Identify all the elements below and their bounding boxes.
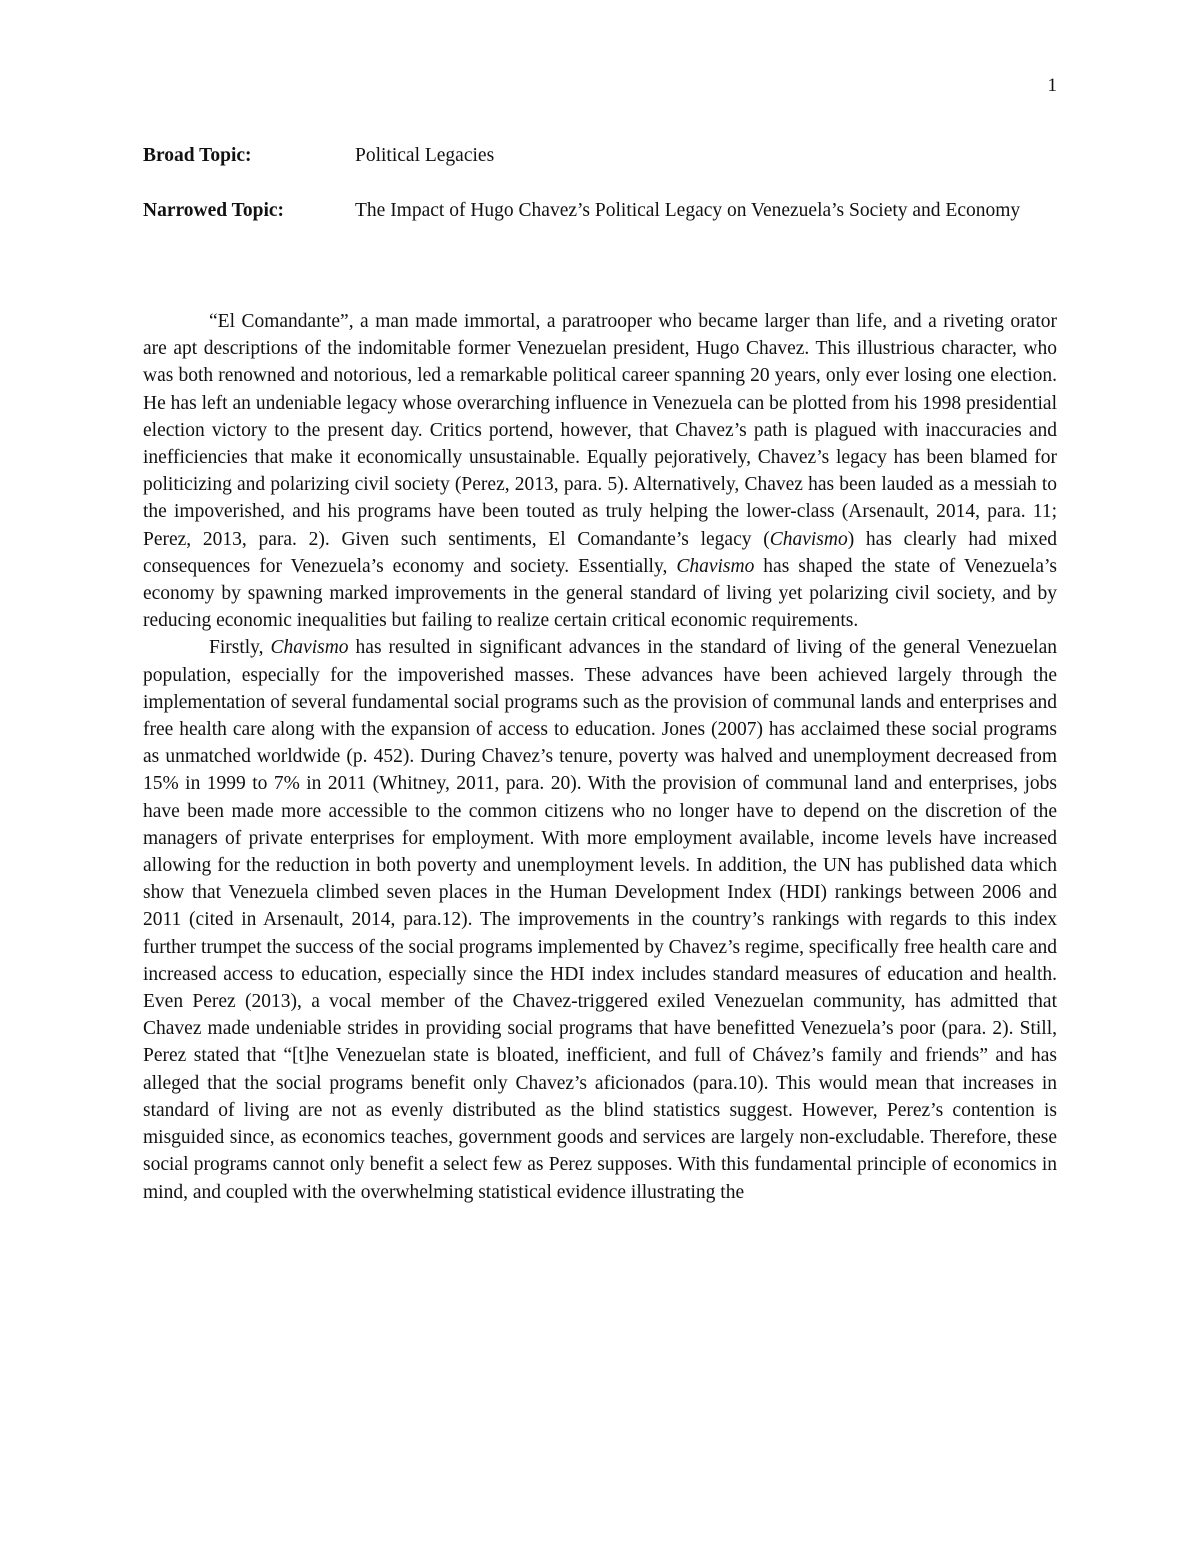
text-run: has shaped the state of Venezuela’s economy by spawning marked improvements in the general standard of living yet polarizing civil society, and by reducing economic inequalities but failing to realize certain critical economic requirements. (143, 555, 1057, 632)
broad-topic-value: Political Legacies (355, 145, 495, 166)
essay-body (143, 308, 1057, 1206)
italic-term: Chavismo (270, 637, 349, 659)
narrowed-topic-value: The Impact of Hugo Chavez’s Political Legacy on Venezuela’s Society and Economy (355, 200, 1021, 221)
italic-term: Chavismo (769, 528, 848, 550)
broad-topic-label: Broad Topic: (143, 145, 252, 166)
text-run: has resulted in significant advances in the standard of living of the general Venezuelan population, especially for the impoverished masses. These advances have been achieved largely through the implementation of several fundamental social programs such as the provision of communal lands and enterprises and free health care along with the expansion of access to education. Jones (2007) has acclaimed these social programs as unmatched worldwide (p. 452). During Chavez’s tenure, poverty was halved and unemployment decreased from 15% in 1999 to 7% in 2011 (Whitney, 2011, para. 20). With the provision of communal land and enterprises, jobs have been made more accessible to the common citizens who no longer have to depend on the discretion of the managers of private enterprises for employment. With more employment available, income levels have increased allowing for the reduction in both poverty and unemployment levels. In addition, the UN has published data which show that Venezuela climbed seven places in the Human Development Index (HDI) rankings between 2006 and 2011 (cited in Arsenault, 2014, para.12). The improvements in the country’s rankings with regards to this index further trumpet the success of the social programs implemented by Chavez’s regime, specifically free health care and increased access to education, especially since the HDI index includes standard measures of education and health. Even Perez (2013), a vocal member of the Chavez-triggered exiled Venezuelan community, has admitted that Chavez made undeniable strides in providing social programs that have benefitted Venezuela’s poor (para. 2). Still, Perez stated that “[t]he Venezuelan state is bloated, inefficient, and full of Chávez’s family and friends” and has alleged that the social programs benefit only Chavez’s aficionados (para.10). This would mean that increases in standard of living are not as evenly distributed as the blind statistics suggest. However, Perez’s contention is misguided since, as economics teaches, government goods and services are largely non-excludable. Therefore, these social programs cannot only benefit a select few as Perez supposes. With this fundamental principle of economics in mind, and coupled with the overwhelming statistical evidence illustrating the (143, 637, 1057, 1203)
paragraph-introduction (143, 308, 1057, 634)
topic-header (143, 142, 1057, 224)
italic-term: Chavismo (676, 555, 755, 577)
text-run: “El Comandante”, a man made immortal, a paratrooper who became larger than life, and a riveting orator are apt descriptions of the indomitable former Venezuelan president, Hugo Chavez. This illustrious character, who was both renowned and notorious, led a remarkable political career spanning 20 years, only ever losing one election. He has left an undeniable legacy whose overarching influence in Venezuela can be plotted from his 1998 presidential election victory to the present day. Critics portend, however, that Chavez’s path is plagued with inaccuracies and inefficiencies that make it economically unsustainable. Equally pejoratively, Chavez’s legacy has been blamed for politicizing and polarizing civil society (Perez, 2013, para. 5). Alternatively, Chavez has been lauded as a messiah to the impoverished, and his programs have been touted as truly helping the lower-class (Arsenault, 2014, para. 11; Perez, 2013, para. 2). Given such sentiments, El Comandante’s legacy ( (143, 311, 1057, 550)
text-run: Firstly, (209, 637, 271, 659)
narrowed-topic-label: Narrowed Topic: (143, 200, 285, 221)
page-number: 1 (1047, 75, 1057, 96)
narrowed-topic-row (143, 197, 1057, 224)
paragraph-body-1 (143, 634, 1057, 1205)
text-run: ) has clearly had mixed consequences for Venezuela’s economy and society. Essentially, (143, 528, 1057, 577)
broad-topic-row (143, 142, 1057, 169)
